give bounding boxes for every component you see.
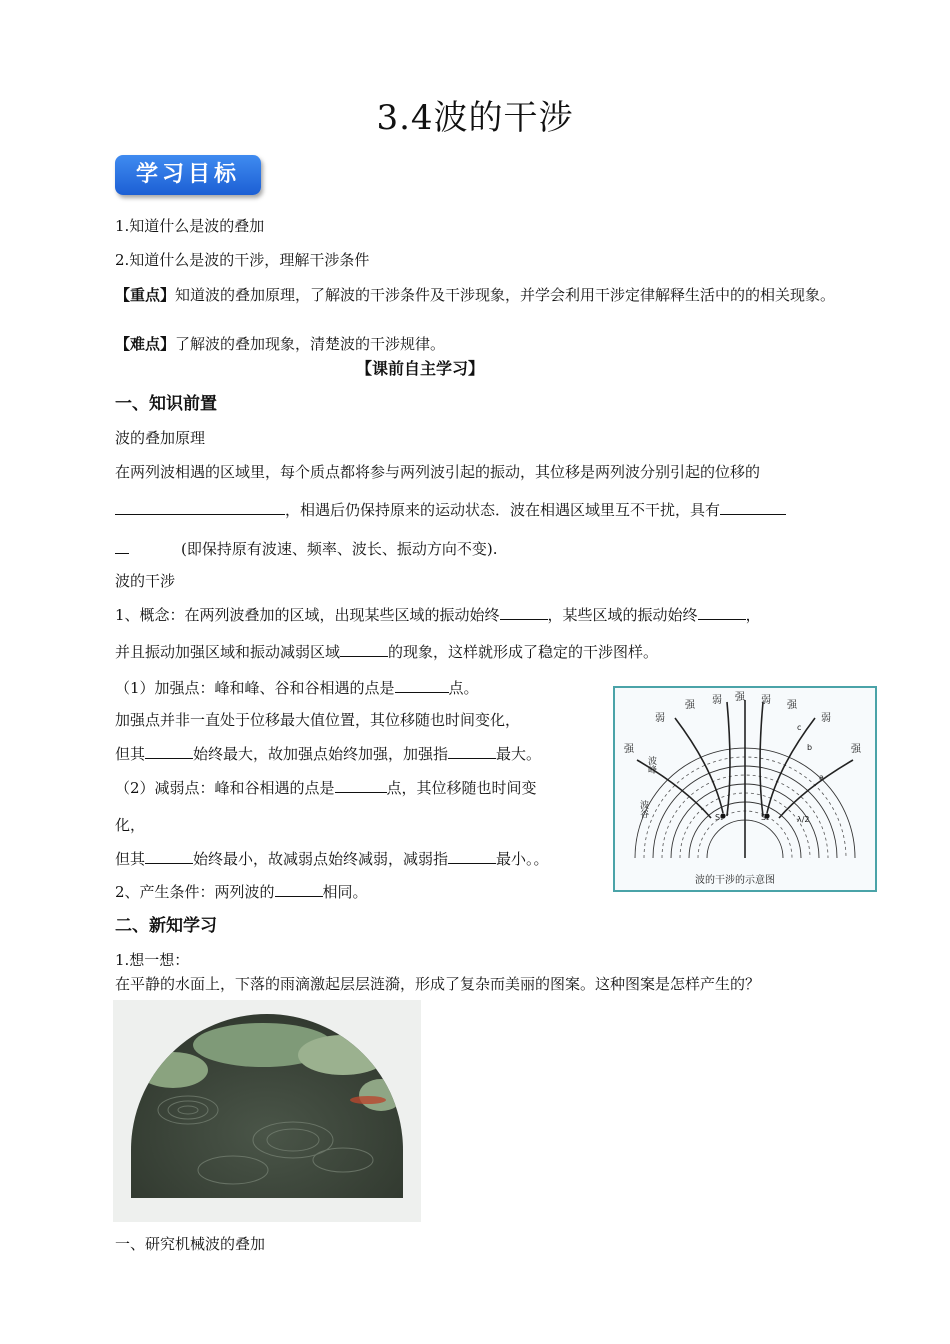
label-c: c (797, 723, 802, 732)
label-s1: S₁ (715, 813, 724, 822)
label-peak: 波峰 (646, 756, 656, 774)
key-point-label: 【重点】 (115, 286, 176, 304)
fill-blank[interactable] (145, 742, 193, 759)
fill-blank[interactable] (395, 676, 449, 693)
goal-item: 2.知道什么是波的干涉，理解干涉条件 (115, 251, 370, 269)
superposition-text: 在两列波相遇的区域里，每个质点都将参与两列波引起的振动，其位移是两列波分别引起的位移的 (115, 463, 761, 481)
label-trough: 波谷 (638, 800, 648, 818)
label-weak: 弱 (712, 695, 722, 706)
label-strong: 强 (851, 744, 861, 755)
label-strong: 强 (685, 700, 695, 711)
label-lambda: λ/2 (797, 815, 810, 824)
label-weak: 弱 (821, 713, 831, 724)
label-weak: 弱 (761, 695, 771, 706)
fill-blank[interactable] (275, 880, 323, 897)
label-strong: 强 (787, 700, 797, 711)
strong-point-line: （1）加强点：峰和峰、谷和谷相遇的点是 点。 (115, 676, 840, 699)
interference-subtitle: 波的干涉 (115, 572, 176, 590)
strong-point-desc: 加强点并非一直处于位移最大值位置，其位移随也时间变化， (115, 711, 521, 729)
part1-heading: 一、知识前置 (115, 394, 217, 414)
key-point (115, 284, 840, 306)
weak-point-desc: 化， (115, 816, 146, 834)
weak-point-line: （2）减弱点：峰和谷相遇的点是 点，其位移随也时间变 (115, 776, 840, 799)
question-text: 在平静的水面上，下落的雨滴激起层层涟漪，形成了复杂而美丽的图案。这种图案是怎样产生的？ (115, 975, 761, 993)
ripple-photo-svg (113, 1000, 421, 1222)
fill-blank[interactable] (115, 498, 285, 515)
difficult-point (115, 333, 840, 355)
label-strong: 强 (735, 692, 745, 703)
footer-heading: 一、研究机械波的叠加 (115, 1235, 266, 1253)
interference-diagram (613, 686, 877, 892)
fill-blank[interactable] (698, 603, 746, 620)
page-title: 3.4波的干涉 (376, 98, 574, 138)
label-a: a (819, 773, 824, 782)
label-weak: 弱 (655, 713, 665, 724)
think-label: 1.想一想： (115, 951, 190, 969)
label-strong: 强 (624, 744, 634, 755)
section-header: 【课前自主学习】 (355, 359, 484, 378)
fill-blank[interactable] (115, 537, 129, 554)
fill-blank[interactable] (448, 847, 496, 864)
condition-line: 2、产生条件：两列波的 相同。 (115, 880, 840, 903)
superposition-subtitle: 波的叠加原理 (115, 429, 206, 447)
superposition-text-2: ，相遇后仍保持原来的运动状态．波在相遇区域里互不干扰，具有 (115, 498, 840, 521)
label-b: b (807, 743, 813, 752)
interference-diagram-svg (615, 688, 875, 890)
concept-line-1: 1、概念：在两列波叠加的区域，出现某些区域的振动始终 ，某些区域的振动始终 ， (115, 603, 840, 626)
fill-blank[interactable] (340, 640, 388, 657)
concept-line-2: 并且振动加强区域和振动减弱区域 的现象，这样就形成了稳定的干涉图样。 (115, 640, 840, 663)
fill-blank[interactable] (720, 498, 786, 515)
ripple-photo (113, 1000, 421, 1222)
fill-blank[interactable] (500, 603, 548, 620)
fill-blank[interactable] (448, 742, 496, 759)
difficult-point-text: 了解波的叠加现象，清楚波的干涉规律。 (175, 335, 446, 353)
weak-point-desc-2: 但其 始终最小，故减弱点始终减弱，减弱指 最小。。 (115, 847, 840, 870)
fill-blank[interactable] (145, 847, 193, 864)
goal-item: 1.知道什么是波的叠加 (115, 217, 265, 235)
superposition-text-3: (即保持原有波速、频率、波长、振动方向不变). (115, 537, 840, 560)
key-point-text: 知道波的叠加原理，了解波的干涉条件及干涉现象，并学会利用干涉定律解释生活中的的相关现象。 (175, 286, 836, 304)
label-s2: S₂ (761, 813, 770, 822)
fill-blank[interactable] (335, 776, 387, 793)
diagram-caption: 波的干涉的示意图 (695, 875, 775, 886)
part2-heading: 二、新知学习 (115, 916, 217, 936)
learning-goals-badge: 学习目标 (115, 155, 261, 195)
difficult-point-label: 【难点】 (115, 335, 176, 353)
strong-point-desc-2: 但其 始终最大，故加强点始终加强，加强指 最大。 (115, 742, 840, 765)
